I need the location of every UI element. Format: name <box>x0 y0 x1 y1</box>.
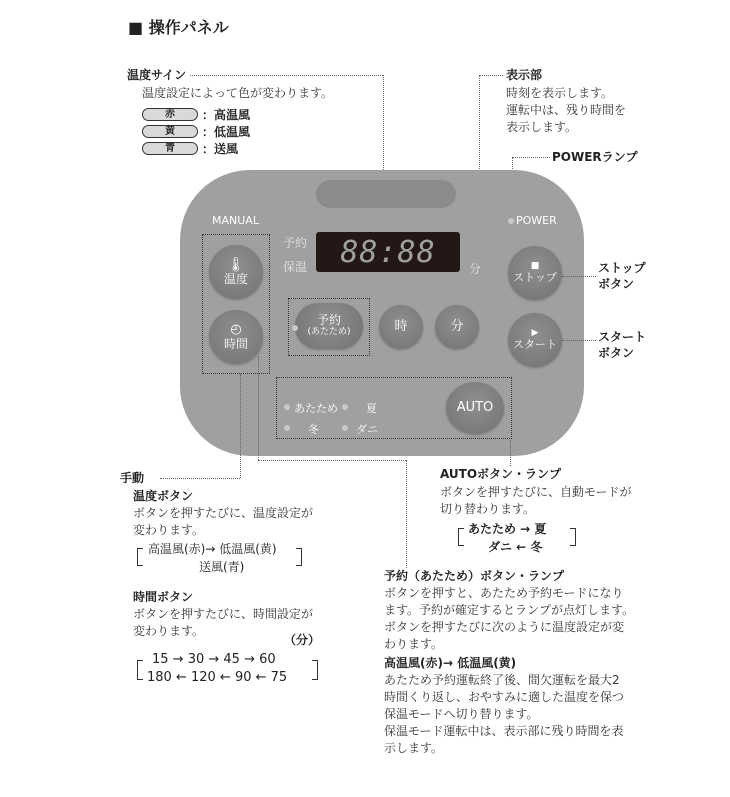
time-unit-label: （分） <box>284 633 321 647</box>
auto-leader <box>510 440 511 466</box>
temp-sign-yellow <box>142 123 250 139</box>
reserve-button-label: 予約 <box>316 313 341 328</box>
stop-leader <box>562 276 596 277</box>
display-leader-h <box>479 75 503 76</box>
start-callout-line: ボタン <box>598 346 635 360</box>
play-icon: ▶ <box>531 328 539 338</box>
reserve-button-sublabel: (あたため) <box>307 326 351 337</box>
manual-leader-v <box>240 374 241 478</box>
reserve-desc2-line: 保温モード運転中は、表示部に残り時間を表 <box>384 724 624 738</box>
temp-button[interactable] <box>209 245 263 299</box>
minute-button-label: 分 <box>450 318 464 334</box>
reserve-desc-line: わります。 <box>384 637 444 651</box>
stop-button-label: ストップ <box>513 270 557 284</box>
mode-label-summer: 夏 <box>366 402 377 415</box>
stop-callout-line: ボタン <box>598 277 635 291</box>
auto-button[interactable] <box>446 382 504 434</box>
reserve-leader-h <box>258 460 406 461</box>
display-desc <box>506 85 626 136</box>
hour-button-label: 時 <box>394 318 408 334</box>
temp-button-desc-line: 変わります。 <box>133 523 205 537</box>
manual-leader-h <box>160 478 240 479</box>
temp-sign-blue <box>142 140 238 156</box>
temp-sign-leader-h <box>190 75 383 76</box>
section-heading: ■ 操作パネル <box>128 18 229 37</box>
temp-cycle-bottom: 送風(青) <box>195 558 248 575</box>
temp-sign-red-label: ：高温風 <box>202 107 251 122</box>
time-button-label: 時間 <box>223 336 248 351</box>
reserve-desc-line: ます。予約が確定するとランプが点灯します。 <box>384 603 635 617</box>
reserve-leader-v1 <box>258 356 259 460</box>
temp-cycle-bracket-right <box>296 548 302 566</box>
time-button-desc-line: 変わります。 <box>133 624 205 638</box>
auto-cycle-bracket-left <box>458 528 464 546</box>
reserve-button[interactable] <box>295 303 363 349</box>
time-button-desc-line: ボタンを押すたびに、時間設定が <box>133 607 314 621</box>
temp-button-title: 温度ボタン <box>133 489 194 503</box>
reserve-desc-line: ボタンを押すと、あたため予約モードになり <box>384 586 624 600</box>
reserve-lamp <box>292 325 298 331</box>
display-desc-line: 運転中は、残り時間を <box>506 103 627 117</box>
temp-sign-title: 温度サイン <box>127 68 187 82</box>
stop-callout-line: ストップ <box>598 261 646 275</box>
temp-sign-desc: 温度設定によって色が変わります。 <box>142 86 334 100</box>
start-leader <box>562 340 596 341</box>
temp-button-label: 温度 <box>223 272 248 287</box>
reserve-desc2-line: 示します。 <box>384 741 444 755</box>
display-minute-label: 分 <box>469 262 482 276</box>
reserve-desc2-line: あたため予約運転終了後、間欠運転を最大2 <box>384 673 620 687</box>
mode-lamp-dani <box>342 425 348 431</box>
reserve-desc <box>384 585 634 653</box>
display-desc-line: 表示します。 <box>506 120 578 134</box>
time-cycle-bracket-left <box>137 660 143 680</box>
start-button-label: スタート <box>513 337 557 351</box>
stop-callout <box>598 260 646 292</box>
manual-title: 手動 <box>120 471 145 485</box>
temp-sign-leader-v <box>383 75 384 182</box>
mode-lamp-winter <box>284 425 290 431</box>
reserve-desc2-line: 保温モードへ切り替ります。 <box>384 707 539 721</box>
reserve-title: 予約（あたため）ボタン・ランプ <box>384 569 565 583</box>
reserve-indicator-label: 予約 <box>283 236 308 250</box>
auto-cycle-top: あたため → 夏 <box>468 522 547 536</box>
auto-desc-line: 切り替わります。 <box>440 502 536 516</box>
clock-icon: ◴ <box>230 322 242 338</box>
temp-button-desc-line: ボタンを押すたびに、温度設定が <box>133 506 314 520</box>
thermometer-icon: 🌡 <box>227 256 245 273</box>
reserve-desc2-line: 時間くり返し、おやすみに適した温度を保つ <box>384 690 625 704</box>
temp-sign-blue-label: ：送風 <box>202 141 239 156</box>
mode-label-winter: 冬 <box>308 423 319 436</box>
time-cycle-bracket-right <box>312 660 318 680</box>
display-digits: 88:88 <box>340 234 436 270</box>
auto-desc-line: ボタンを押すたびに、自動モードが <box>440 485 632 499</box>
reserve-subtitle: 高温風(赤)→ 低温風(黄) <box>384 656 517 670</box>
auto-cycle-bracket-right <box>570 528 576 546</box>
auto-title: AUTOボタン・ランプ <box>440 467 562 481</box>
mode-lamp-atatame <box>284 404 290 410</box>
auto-button-label: AUTO <box>456 399 494 415</box>
start-button[interactable] <box>508 313 562 367</box>
reserve-leader-v2 <box>406 460 407 568</box>
stop-button[interactable] <box>508 246 562 300</box>
hour-button[interactable] <box>379 305 423 349</box>
time-cycle-bottom: 180 ← 120 ← 90 ← 75 <box>147 670 288 685</box>
pill-blue: 青 <box>142 142 198 155</box>
temp-sign-window <box>316 180 456 208</box>
time-button-title: 時間ボタン <box>133 590 194 604</box>
display-desc-line: 時刻を表示します。 <box>506 86 614 100</box>
time-cycle-top: 15 → 30 → 45 → 60 <box>152 652 276 667</box>
mode-label-atatame: あたため <box>294 402 338 415</box>
mode-label-dani: ダニ <box>356 423 378 436</box>
temp-button-desc <box>133 505 313 539</box>
pill-red: 赤 <box>142 108 198 121</box>
power-leader-h <box>512 157 550 158</box>
display-screen <box>316 232 460 272</box>
display-title: 表示部 <box>506 68 543 82</box>
start-callout <box>598 329 646 361</box>
power-lamp <box>508 218 514 224</box>
pill-yellow: 黄 <box>142 125 198 138</box>
reserve-desc2 <box>384 672 624 757</box>
manual-label: MANUAL <box>212 214 259 227</box>
temp-cycle-top: 高温風(赤)→ 低温風(黄) <box>148 542 277 556</box>
keep-warm-indicator-label: 保温 <box>283 260 308 274</box>
stop-icon: ■ <box>530 261 540 271</box>
power-lamp-callout: POWERランプ <box>552 150 638 164</box>
power-label: POWER <box>516 214 557 227</box>
mode-lamp-summer <box>342 404 348 410</box>
auto-cycle-bottom: ダニ ← 冬 <box>484 538 546 555</box>
reserve-desc-line: ボタンを押すたびに次のように温度設定が変 <box>384 620 625 634</box>
start-callout-line: スタート <box>598 330 647 344</box>
temp-cycle-bracket-left <box>137 548 143 566</box>
minute-button[interactable] <box>435 305 479 349</box>
temp-sign-red <box>142 106 250 122</box>
time-button[interactable] <box>209 310 263 364</box>
temp-sign-yellow-label: ：低温風 <box>202 124 251 139</box>
auto-desc <box>440 484 632 518</box>
